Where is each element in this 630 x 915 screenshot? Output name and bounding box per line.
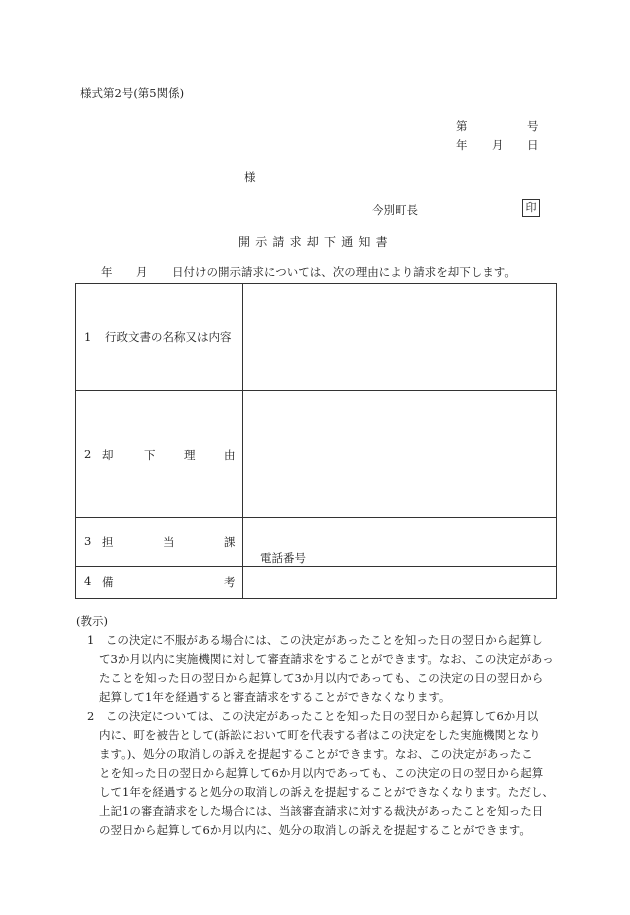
- form-number: 様式第2号(第5関係): [80, 86, 185, 100]
- row1-num: 1: [84, 330, 92, 344]
- instruction-line: て3か月以内に実施機関に対して審査請求をすることができます。なお、この決定があっ: [99, 652, 554, 666]
- instruction-line: の翌日から起算して6か月以内に、処分の取消しの訴えを提起することができます。: [99, 823, 531, 837]
- instruction-line: たことを知った日の翌日から起算して3か月以内であっても、この決定の日の翌日から: [99, 671, 544, 685]
- row3-char2: 当: [163, 535, 175, 549]
- instruction-line: とを知った日の翌日から起算して6か月以内であっても、この決定の日の翌日から起算: [99, 766, 544, 780]
- row2-num: 2: [84, 447, 92, 461]
- instruction-line: 内に、町を被告として(訴訟において町を代表する者はこの決定をした実施機関となり: [99, 728, 541, 742]
- instruction-line: して1年を経過すると処分の取消しの訴えを提起することができなくなります。ただし、: [99, 785, 554, 799]
- number-gou-label: 号: [527, 119, 539, 133]
- seal-stamp: 印: [522, 199, 540, 217]
- instruction-line: 2 この決定については、この決定があったことを知った日の翌日から起算して6か月以: [87, 709, 539, 723]
- intro-text: 日付けの開示請求については、次の理由により請求を却下します。: [172, 265, 516, 279]
- document-title: 開示請求却下通知書: [238, 235, 393, 249]
- table-row-divider: [76, 566, 556, 567]
- instruction-line: 上記1の審査請求をした場合には、当該審査請求に対する裁決があったことを知った日: [99, 804, 544, 818]
- date-year-label: 年: [456, 138, 468, 152]
- row2-char1: 却: [102, 448, 114, 462]
- issuer-name: 今別町長: [372, 203, 418, 217]
- row3-char1: 担: [102, 535, 114, 549]
- instruction-line: ます。)、処分の取消しの訴えを提起することができます。なお、この決定があったこ: [99, 747, 533, 761]
- row3-num: 3: [84, 534, 92, 548]
- row2-char4: 由: [224, 448, 236, 462]
- row4-char2: 考: [224, 575, 236, 589]
- row4-char1: 備: [102, 575, 114, 589]
- phone-number-label: 電話番号: [260, 551, 306, 565]
- notice-table: [75, 283, 557, 599]
- recipient-sama: 様: [244, 170, 256, 184]
- table-column-divider: [242, 284, 243, 598]
- date-day-label: 日: [527, 138, 539, 152]
- row2-char3: 理: [184, 448, 196, 462]
- table-row-divider: [76, 517, 556, 518]
- table-row-divider: [76, 390, 556, 391]
- intro-month: 月: [136, 265, 148, 279]
- row4-num: 4: [84, 574, 92, 588]
- intro-year: 年: [101, 265, 113, 279]
- date-month-label: 月: [492, 138, 504, 152]
- row1-label: [84, 329, 231, 345]
- row1-text: 行政文書の名称又は内容: [104, 330, 232, 344]
- number-dai-label: 第: [456, 119, 468, 133]
- instruction-line: 1 この決定に不服がある場合には、この決定があったことを知った日の翌日から起算し: [87, 633, 543, 647]
- row3-char3: 課: [224, 535, 236, 549]
- row2-char2: 下: [144, 448, 156, 462]
- instruction-line: 起算して1年を経過すると審査請求をすることができなくなります。: [99, 690, 451, 704]
- instructions-heading: (教示): [76, 614, 108, 628]
